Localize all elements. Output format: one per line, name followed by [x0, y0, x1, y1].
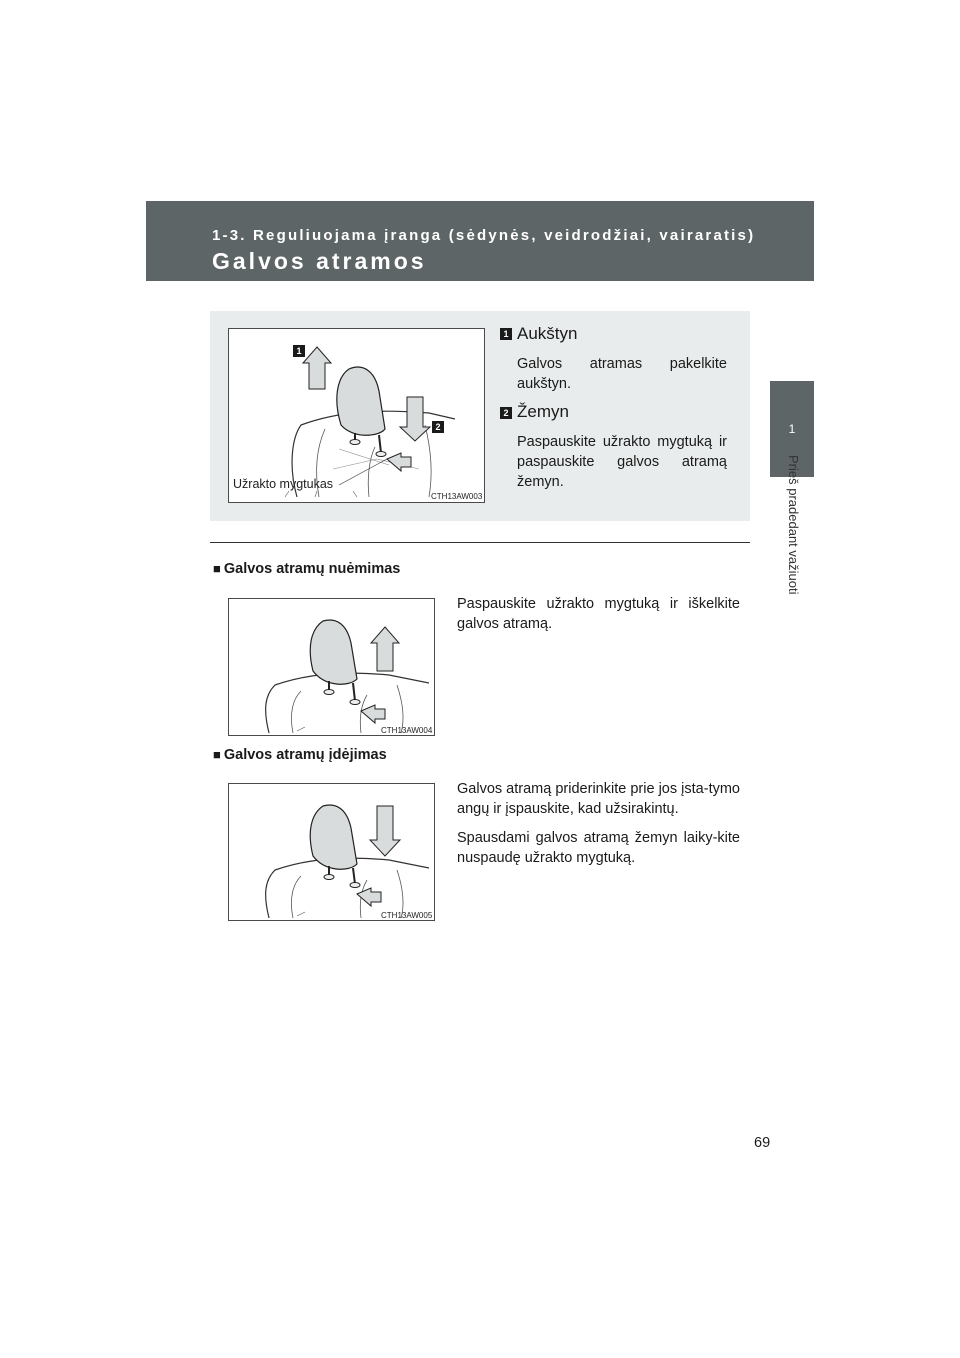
item-badge-1: 1	[500, 328, 512, 340]
item-text-up: Galvos atramas pakelkite aukštyn.	[517, 356, 727, 392]
installing-text-2: Spausdami galvos atramą žemyn laiky-kite nuspaudę užrakto mygtuką.	[457, 830, 740, 866]
section-header	[146, 201, 814, 281]
headrest-install-figure	[228, 783, 435, 921]
removing-heading	[213, 561, 400, 577]
figure-code: CTH13AW004	[381, 726, 433, 735]
installing-marker: ■	[213, 747, 221, 762]
figure-code: CTH13AW005	[381, 911, 433, 920]
page-number: 69	[754, 1135, 771, 1151]
installing-heading-text: Galvos atramų įdėjimas	[223, 747, 387, 763]
headrest-remove-figure	[228, 598, 435, 736]
removing-marker: ■	[213, 561, 221, 576]
figure-code: CTH13AW003	[431, 492, 483, 501]
lock-button-callout: Užrakto mygtukas	[233, 477, 334, 491]
installing-text-1: Galvos atramą priderinkite prie jos įsta-tymo angų ir įspauskite, kad užsirakintų.	[457, 781, 740, 817]
item-title-down: Žemyn	[517, 402, 569, 421]
section-divider	[210, 542, 750, 543]
item-title-up: Aukštyn	[517, 324, 578, 343]
item-text-down: Paspauskite užrakto mygtuką ir paspauskite galvos atramą žemyn.	[517, 434, 727, 490]
removing-heading-text: Galvos atramų nuėmimas	[223, 561, 401, 577]
section-title: 1-3. Reguliuojama įranga (sėdynės, veidrodžiai, vairaratis)	[212, 227, 756, 244]
chapter-tab-number: 1	[788, 422, 796, 436]
chapter-title: Prieš pradedant važiuoti	[786, 455, 801, 595]
figure-badge-1: 1	[293, 345, 305, 357]
headrest-remove-illustration	[229, 599, 434, 735]
page-title: Galvos atramos	[212, 248, 427, 274]
item-badge-2: 2	[500, 407, 512, 419]
headrest-install-illustration	[229, 784, 434, 920]
figure-badge-2: 2	[432, 421, 444, 433]
removing-text: Paspauskite užrakto mygtuką ir iškelkite galvos atramą.	[457, 596, 740, 632]
installing-heading	[213, 747, 387, 763]
headrest-adjust-figure	[228, 328, 485, 503]
